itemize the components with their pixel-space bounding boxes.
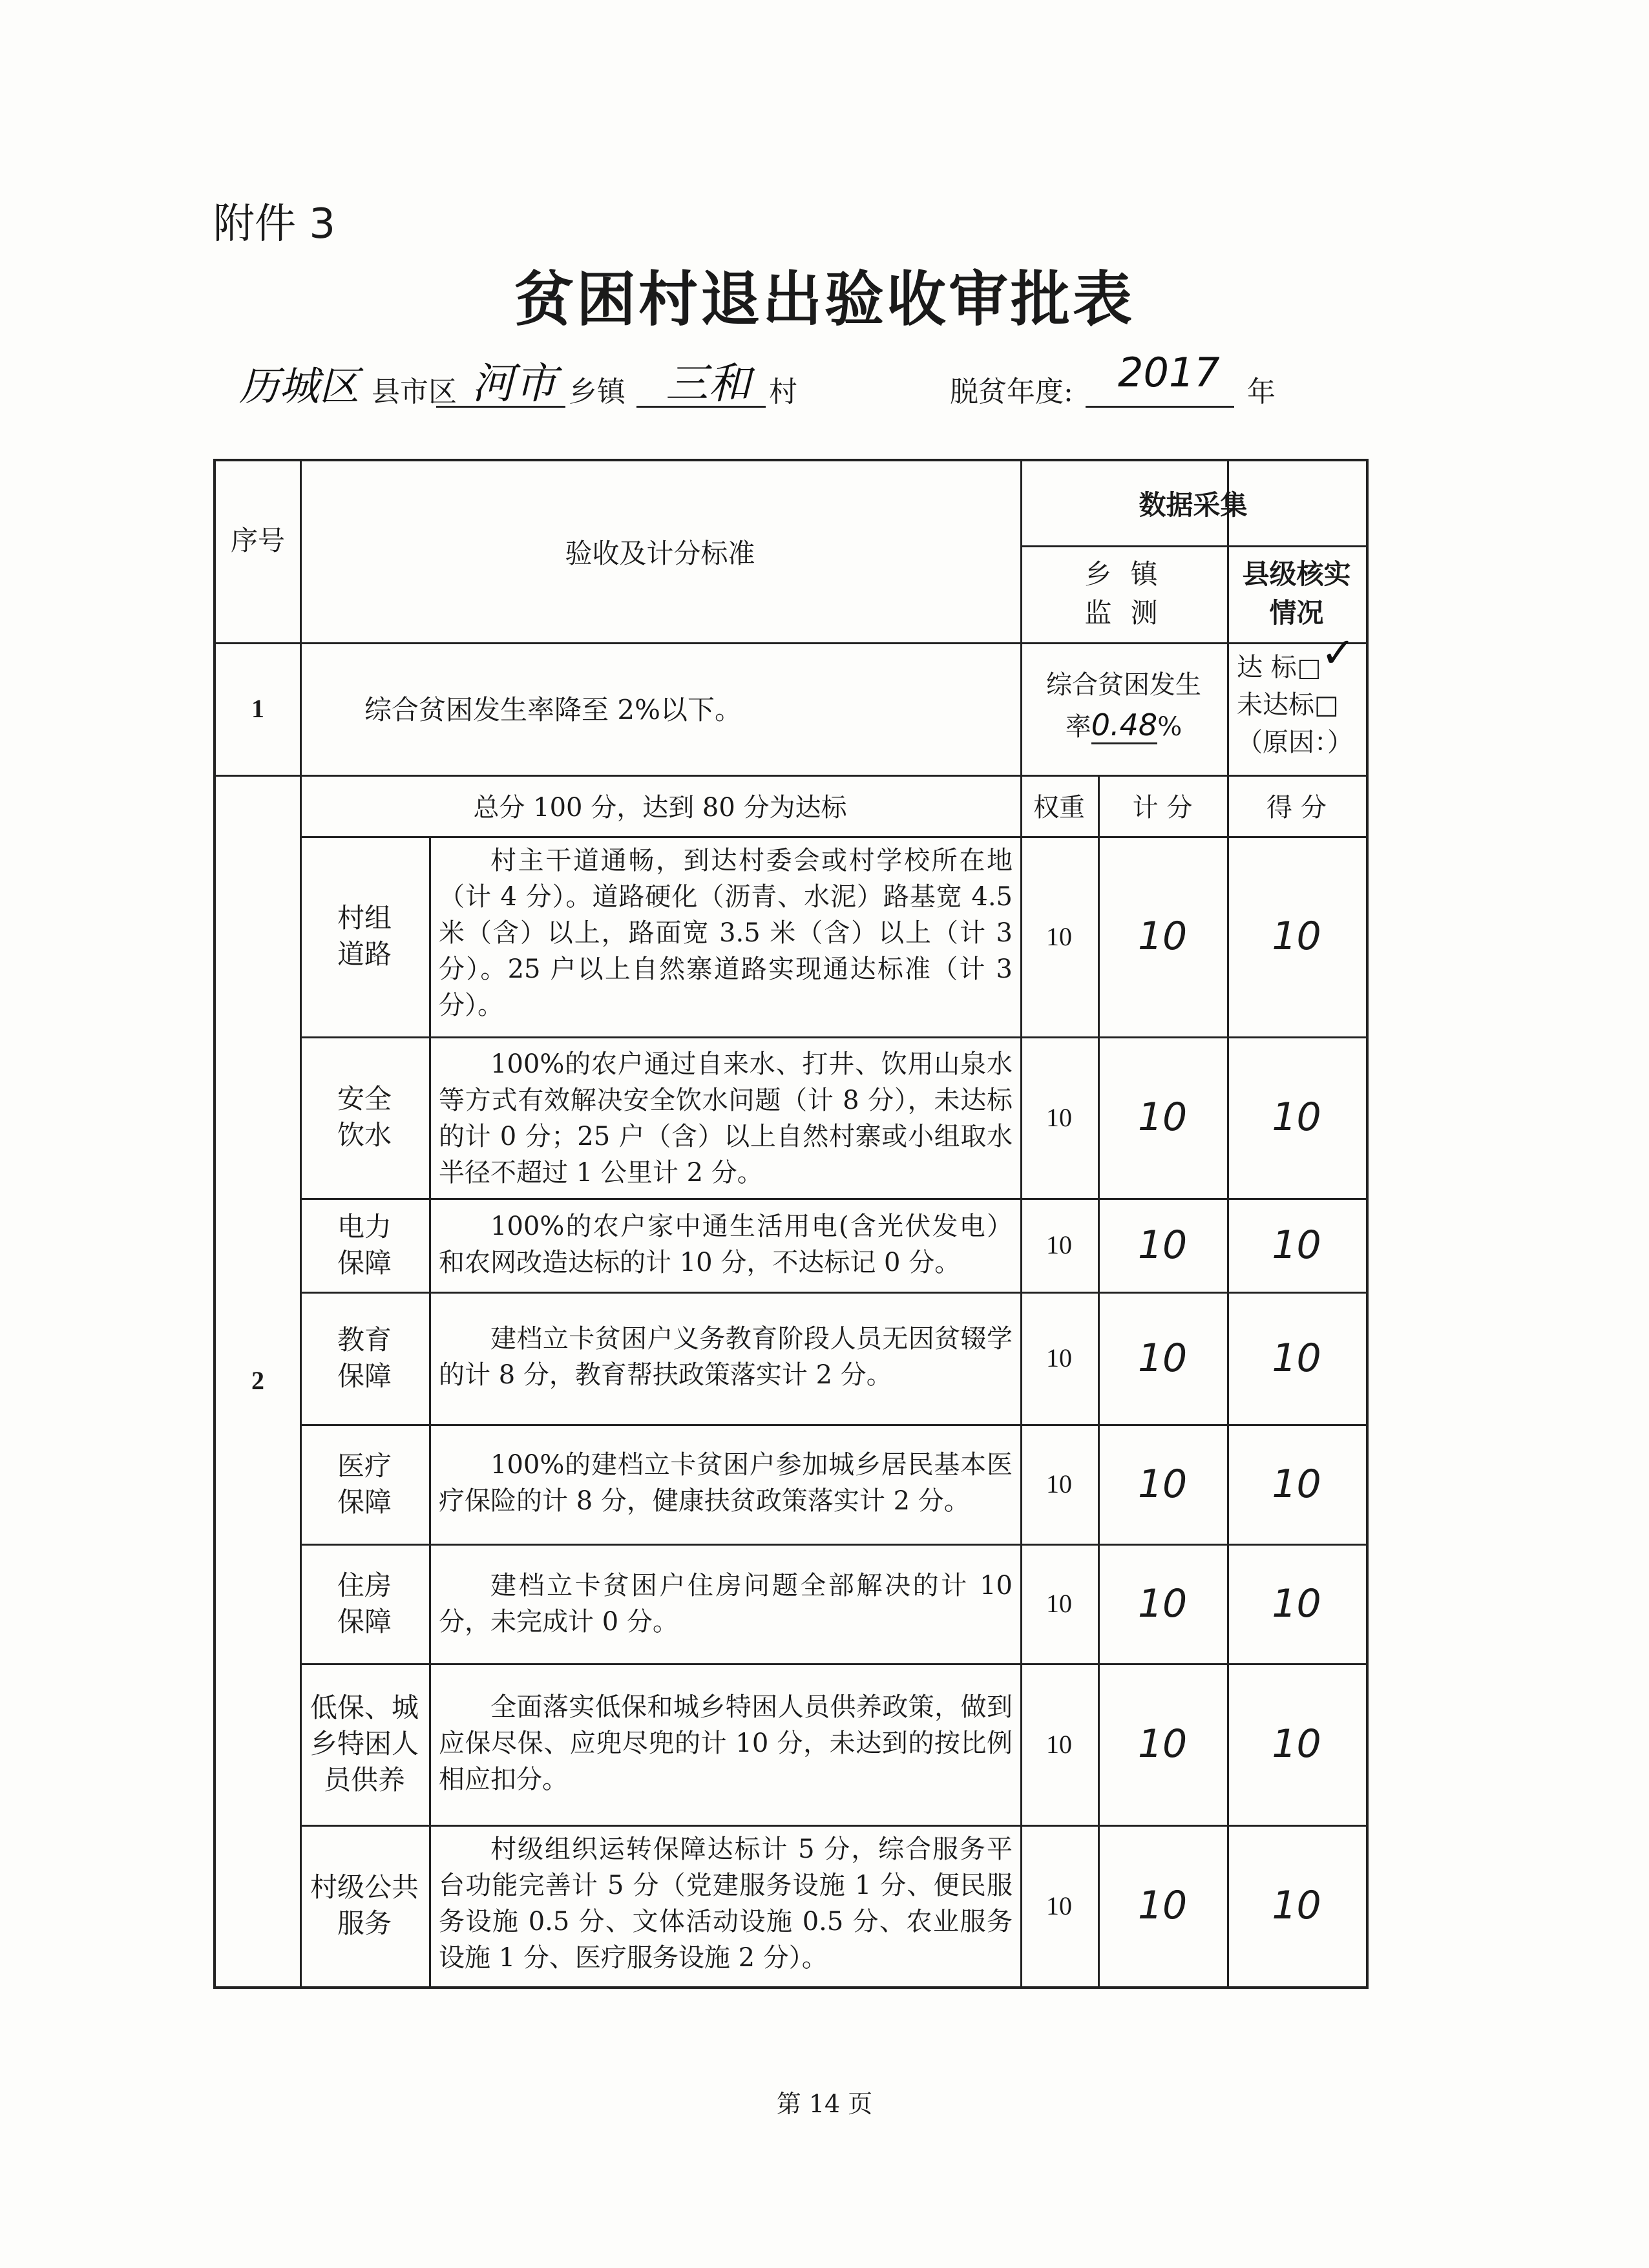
item-result: 10 [1272,914,1321,959]
item-weight: 10 [1046,1343,1072,1372]
item-category: 住房保障 [337,1569,392,1637]
item-score: 10 [1137,1095,1188,1140]
row2-total-rule: 总分 100 分，达到 80 分为达标 [473,793,847,823]
item-result: 10 [1272,1095,1321,1140]
year-handwritten: 2017 [1118,349,1220,396]
item-score: 10 [1137,1580,1188,1626]
item-category: 村级公共服务 [310,1871,419,1939]
item-criteria: 村级组织运转保障达标计 5 分，综合服务平台功能完善计 5 分（党建服务设施 1 分、便民服务设施 0.5 分、文体活动设施 0.5 分、农业服务设施 1 分、医疗服务设施 2 分）。 [439,1834,1013,1973]
year-underline [1086,406,1234,408]
header-criteria: 验收及计分标准 [565,538,755,569]
village-suffix: 村 [769,375,797,408]
item-criteria: 100%的建档立卡贫困户参加城乡居民基本医疗保险的计 8 分，健康扶贫政策落实计 2 分。 [439,1450,1013,1516]
item-category: 教育保障 [337,1323,392,1392]
row1-town-rate [1036,665,1211,747]
header-county-verify: 县级核实情况 [1242,558,1351,629]
item-weight: 10 [1046,1891,1072,1920]
row1-county-pass: 达 标 [1237,653,1297,682]
item-weight: 10 [1046,1230,1072,1259]
attachment-label: 附件 3 [213,200,336,248]
item-weight: 10 [1046,1102,1072,1132]
header-data-collection: 数据采集 [1139,489,1248,521]
item-score: 10 [1137,1883,1188,1928]
row1-seq: 1 [251,694,264,723]
item-criteria: 100%的农户家中通生活用电(含光伏发电）和农网改造达标的计 10 分，不达标记 0 分。 [439,1212,1013,1277]
township-handwritten: 河市 [472,359,557,408]
row1-county-fail: 未达标□ [1237,690,1339,720]
item-criteria: 建档立卡贫困户义务教育阶段人员无因贫辍学的计 8 分，教育帮扶政策落实计 2 分。 [439,1324,1013,1390]
header-seq: 序号 [230,525,285,556]
item-result: 10 [1272,1335,1321,1381]
item-weight: 10 [1046,1729,1072,1759]
item-weight: 10 [1046,1469,1072,1498]
item-category: 低保、城乡特困人员供养 [310,1692,419,1796]
item-criteria: 100%的农户通过自来水、打井、饮用山泉水等方式有效解决安全饮水问题（计 8 分），未达标的计 0 分；25 户（含）以上自然村寨或小组取水半径不超过 1 公里计 2 分。 [439,1049,1013,1188]
page-number: 第 14 页 [776,2090,873,2118]
row1-county-reason: （原因：） [1237,728,1353,757]
item-weight: 10 [1046,1589,1072,1618]
item-criteria: 村主干道通畅，到达村委会或村学校所在地（计 4 分）。道路硬化（沥青、水泥）路基宽 4.5 米（含）以上，路面宽 3.5 米（含）以上（计 3 分）。25 户以上自然寨道路实现通达标准（计 3 分）。 [439,846,1013,1020]
header-town-monitor: 乡 镇 监 测 [1084,558,1163,629]
row1-town-value: 0.48 [1091,708,1157,744]
year-suffix: 年 [1247,375,1276,408]
row1-county-check: ✓ [1321,629,1356,677]
row1-county-pass-checkbox [1299,660,1319,679]
item-criteria: 建档立卡贫困户住房问题全部解决的计 10 分，未完成计 0 分。 [439,1571,1013,1637]
item-result: 10 [1272,1883,1321,1928]
year-label: 脱贫年度: [950,375,1073,408]
item-result: 10 [1272,1721,1321,1767]
row1-criteria: 综合贫困发生率降至 2%以下。 [364,694,742,726]
row1-town-suffix: % [1157,712,1182,742]
item-category: 电力保障 [337,1210,392,1279]
item-result: 10 [1272,1222,1321,1268]
village-handwritten: 三和 [666,359,751,408]
county-handwritten: 历城区 [239,362,360,410]
item-score: 10 [1137,1721,1188,1767]
row1-county-result [1237,629,1363,761]
item-category: 村组道路 [337,902,392,970]
county-suffix: 县市区 [372,375,457,408]
item-score: 10 [1137,1335,1188,1381]
item-score: 10 [1137,1461,1188,1507]
item-result: 10 [1272,1580,1321,1626]
item-score: 10 [1137,1222,1188,1268]
item-result: 10 [1272,1461,1321,1507]
row1-town-prefix: 综合贫困发生率 [1046,670,1201,742]
township-suffix: 乡镇 [569,375,625,408]
row2-score-label: 计 分 [1132,793,1193,823]
row2-seq: 2 [251,1366,264,1395]
item-category: 安全饮水 [337,1083,392,1151]
item-criteria: 全面落实低保和城乡特困人员供养政策，做到应保尽保、应兜尽兜的计 10 分，未达到的按比例相应扣分。 [439,1692,1013,1794]
item-category: 医疗保障 [337,1449,392,1518]
item-weight: 10 [1046,921,1072,951]
acceptance-table [213,459,1369,1989]
row2-weight-label: 权重 [1033,793,1085,823]
item-score: 10 [1137,914,1188,959]
row2-result-label: 得 分 [1266,793,1327,823]
form-title: 贫困村退出验收审批表 [514,264,1135,334]
